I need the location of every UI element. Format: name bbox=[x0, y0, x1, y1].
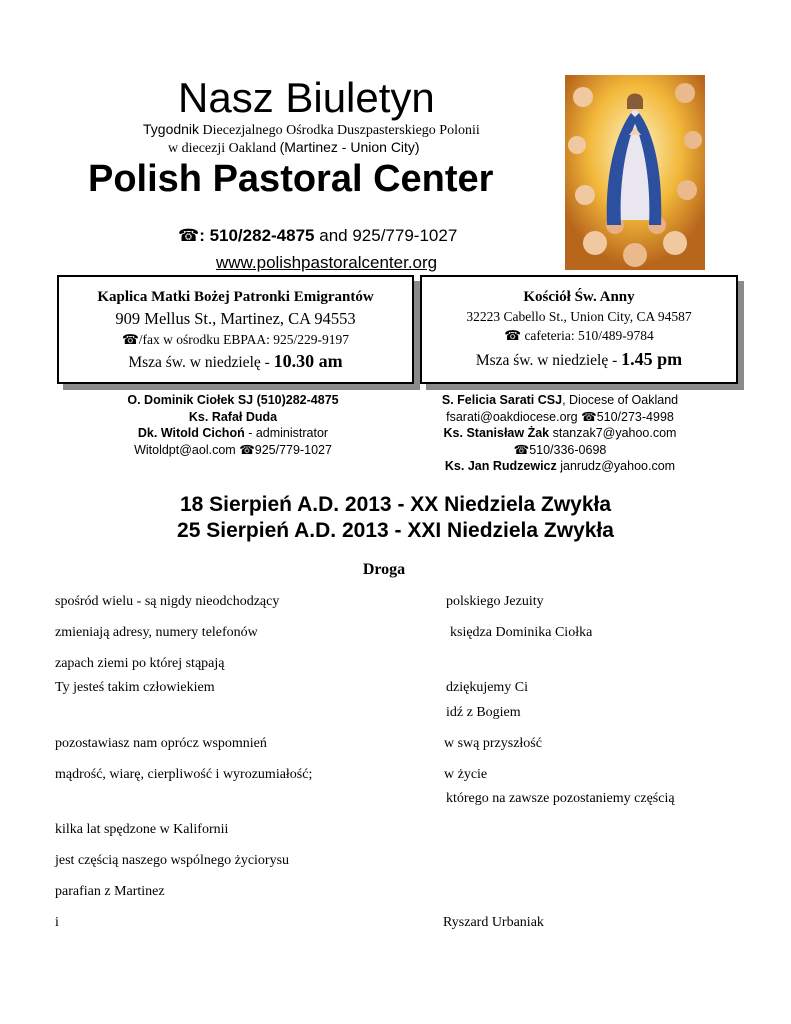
website-link[interactable]: www.polishpastoralcenter.org bbox=[216, 253, 438, 272]
poem-line: Ty jesteś takim człowiekiem bbox=[55, 680, 215, 695]
poem-line: zmieniają adresy, numery telefonów bbox=[55, 625, 258, 640]
poem-line: księdza Dominika Ciołka bbox=[450, 625, 593, 640]
clergy-role: - administrator bbox=[248, 426, 329, 440]
poem-line: w swą przyszłość bbox=[444, 736, 542, 751]
church-mass-label: Msza św. w niedzielę - bbox=[475, 352, 618, 369]
phone-main: : 510/282-4875 bbox=[199, 226, 315, 245]
poem-line: jest częścią naszego wspólnego życiorysu bbox=[55, 853, 290, 868]
telephone-icon: ☎ bbox=[239, 442, 255, 457]
poem-line: polskiego Jezuity bbox=[446, 594, 544, 609]
clergy-name: S. Felicia Sarati CSJ bbox=[441, 393, 563, 407]
poem-line: zapach ziemi po której stąpają bbox=[55, 656, 225, 671]
bulletin-title: Nasz Biuletyn bbox=[178, 74, 435, 121]
clergy-left bbox=[108, 392, 358, 458]
church-name: Kościół Św. Anny bbox=[523, 289, 635, 305]
poem-line: pozostawiasz nam oprócz wspomnień bbox=[55, 736, 267, 751]
clergy-phone: 925/779-1027 bbox=[254, 442, 332, 457]
chapel-fax: /fax w ośrodku EBPAA: 925/229-9197 bbox=[138, 332, 350, 347]
clergy-name: Dk. Witold Cichoń bbox=[137, 426, 245, 440]
clergy-email[interactable]: fsarati@oakdiocese.org bbox=[446, 409, 578, 424]
poem-line: spośród wielu - są nigdy nieodchodzący bbox=[55, 594, 280, 609]
clergy-phone: 510/273-4998 bbox=[596, 409, 674, 424]
poem-line: w życie bbox=[444, 767, 488, 782]
subtitle-word: Tygodnik bbox=[143, 121, 200, 137]
chapel-info-box bbox=[57, 275, 414, 384]
date-line: 18 Sierpień A.D. 2013 - XX Niedziela Zwykła bbox=[179, 493, 612, 516]
chapel-address: 909 Mellus St., Martinez, CA 94553 bbox=[115, 309, 356, 328]
chapel-mass-label: Msza św. w niedzielę - bbox=[128, 354, 270, 371]
poem-line: i bbox=[55, 915, 59, 930]
telephone-icon: ☎ bbox=[504, 328, 522, 343]
church-phone: cafeteria: 510/489-9784 bbox=[524, 328, 654, 343]
telephone-icon: ☎ bbox=[178, 226, 200, 245]
subtitle-line-1 bbox=[143, 121, 480, 139]
clergy-affiliation: , Diocese of Oakland bbox=[562, 393, 679, 407]
immaculate-conception-image bbox=[565, 75, 705, 270]
clergy-email[interactable]: Witoldpt@aol.com bbox=[134, 442, 236, 457]
church-address: 32223 Cabello St., Union City, CA 94587 bbox=[466, 309, 692, 324]
phone-line bbox=[178, 226, 457, 246]
clergy-right bbox=[420, 392, 700, 475]
clergy-line: O. Dominik Ciołek SJ (510)282-4875 bbox=[127, 393, 339, 407]
poem-line: idź z Bogiem bbox=[446, 705, 521, 720]
date-line: 25 Sierpień A.D. 2013 - XXI Niedziela Zwykła bbox=[177, 519, 614, 542]
clergy-email[interactable]: janrudz@yahoo.com bbox=[560, 459, 676, 473]
clergy-email[interactable]: stanzak7@yahoo.com bbox=[552, 426, 677, 440]
poem-author: Ryszard Urbaniak bbox=[443, 915, 544, 930]
clergy-name: Ks. Stanisław Żak bbox=[443, 426, 550, 440]
clergy-line: Ks. Rafał Duda bbox=[188, 409, 278, 424]
subtitle-line-2 bbox=[168, 139, 420, 157]
telephone-icon: ☎ bbox=[581, 409, 597, 424]
poem-line: dziękujemy Ci bbox=[446, 680, 529, 695]
poem-title: Droga bbox=[362, 561, 406, 578]
poem-line: mądrość, wiarę, cierpliwość i wyrozumiałość; bbox=[55, 767, 313, 782]
church-info-box bbox=[420, 275, 738, 384]
church-mass-time: 1.45 pm bbox=[621, 349, 683, 369]
poem-line: którego na zawsze pozostaniemy częścią bbox=[446, 791, 675, 806]
phone-secondary: and 925/779-1027 bbox=[319, 226, 458, 245]
subtitle-locations: (Martinez - Union City) bbox=[279, 139, 420, 155]
subtitle-rest: Diecezjalnego Ośrodka Duszpasterskiego Polonii bbox=[202, 123, 480, 138]
poem-line: parafian z Martinez bbox=[55, 884, 165, 899]
poem-line: kilka lat spędzone w Kalifornii bbox=[55, 822, 229, 837]
chapel-name: Kaplica Matki Bożej Patronki Emigrantów bbox=[97, 289, 374, 305]
clergy-phone: 510/336-0698 bbox=[529, 442, 607, 457]
clergy-name: Ks. Jan Rudzewicz bbox=[444, 459, 557, 473]
liturgical-dates bbox=[0, 492, 791, 544]
chapel-mass-time: 10.30 am bbox=[273, 351, 343, 371]
telephone-icon: ☎ bbox=[513, 442, 530, 457]
center-name: Polish Pastoral Center bbox=[88, 158, 494, 200]
telephone-icon: ☎ bbox=[121, 332, 139, 347]
subtitle-diocese: w diecezji Oakland bbox=[168, 141, 277, 156]
